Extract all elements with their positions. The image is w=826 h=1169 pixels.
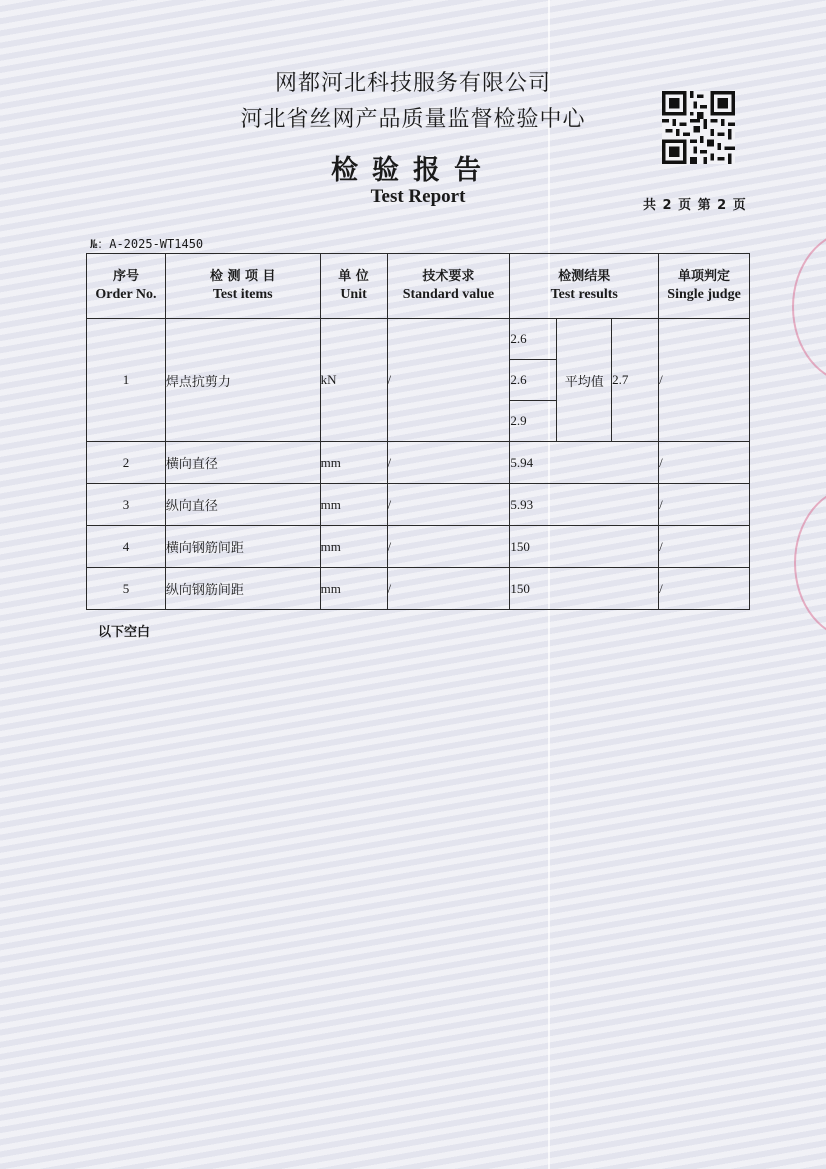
page-info: 共 2 页 第 2 页 bbox=[643, 198, 747, 213]
report-title-cn: 检验报告 bbox=[331, 155, 495, 186]
table-row bbox=[87, 442, 750, 484]
cell-result-1: 2.6 bbox=[510, 319, 557, 360]
cell-item: 纵向直径 bbox=[165, 484, 320, 526]
cell-item: 横向直径 bbox=[165, 442, 320, 484]
table-header-row bbox=[87, 254, 750, 319]
header-order-no: 序号 Order No. bbox=[87, 254, 166, 319]
cell-result: 150 bbox=[510, 568, 659, 610]
cell-judge: / bbox=[659, 526, 750, 568]
cell-item: 横向钢筋间距 bbox=[165, 526, 320, 568]
report-number: №：A-2025-WT1450 bbox=[90, 237, 204, 251]
cell-unit: kN bbox=[320, 319, 387, 442]
cell-standard: / bbox=[387, 442, 510, 484]
cell-judge: / bbox=[659, 568, 750, 610]
header-test-items: 检 测 项 目 Test items bbox=[165, 254, 320, 319]
cell-average-value: 2.7 bbox=[612, 319, 659, 442]
table-row bbox=[87, 526, 750, 568]
blank-below-note: 以下空白 bbox=[98, 625, 151, 640]
header-unit: 单 位 Unit bbox=[320, 254, 387, 319]
table-row bbox=[87, 319, 750, 360]
cell-order: 1 bbox=[87, 319, 166, 442]
cell-order: 2 bbox=[87, 442, 166, 484]
cell-unit: mm bbox=[320, 484, 387, 526]
cell-item: 焊点抗剪力 bbox=[165, 319, 320, 442]
qr-code-icon bbox=[662, 91, 735, 164]
table-row bbox=[87, 568, 750, 610]
cell-order: 4 bbox=[87, 526, 166, 568]
cell-standard: / bbox=[387, 568, 510, 610]
cell-result: 5.93 bbox=[510, 484, 659, 526]
cell-order: 5 bbox=[87, 568, 166, 610]
cell-judge: / bbox=[659, 319, 750, 442]
header-standard-value: 技术要求 Standard value bbox=[387, 254, 510, 319]
cell-unit: mm bbox=[320, 568, 387, 610]
cell-standard: / bbox=[387, 319, 510, 442]
cell-result-2: 2.6 bbox=[510, 360, 557, 401]
cell-average-label: 平均值 bbox=[557, 319, 612, 442]
test-results-table bbox=[86, 253, 750, 610]
cell-item: 纵向钢筋间距 bbox=[165, 568, 320, 610]
cell-result: 5.94 bbox=[510, 442, 659, 484]
header-single-judge: 单项判定 Single judge bbox=[659, 254, 750, 319]
cell-standard: / bbox=[387, 484, 510, 526]
table-row bbox=[87, 484, 750, 526]
report-title-en: Test Report bbox=[370, 186, 466, 207]
inspection-center-name: 河北省丝网产品质量监督检验中心 bbox=[240, 107, 586, 132]
cell-unit: mm bbox=[320, 526, 387, 568]
cell-result: 150 bbox=[510, 526, 659, 568]
header-test-results: 检测结果 Test results bbox=[510, 254, 659, 319]
cell-judge: / bbox=[659, 442, 750, 484]
cell-judge: / bbox=[659, 484, 750, 526]
cell-result-3: 2.9 bbox=[510, 401, 557, 442]
cell-unit: mm bbox=[320, 442, 387, 484]
organization-name: 网都河北科技服务有限公司 bbox=[274, 71, 551, 96]
cell-order: 3 bbox=[87, 484, 166, 526]
cell-standard: / bbox=[387, 526, 510, 568]
